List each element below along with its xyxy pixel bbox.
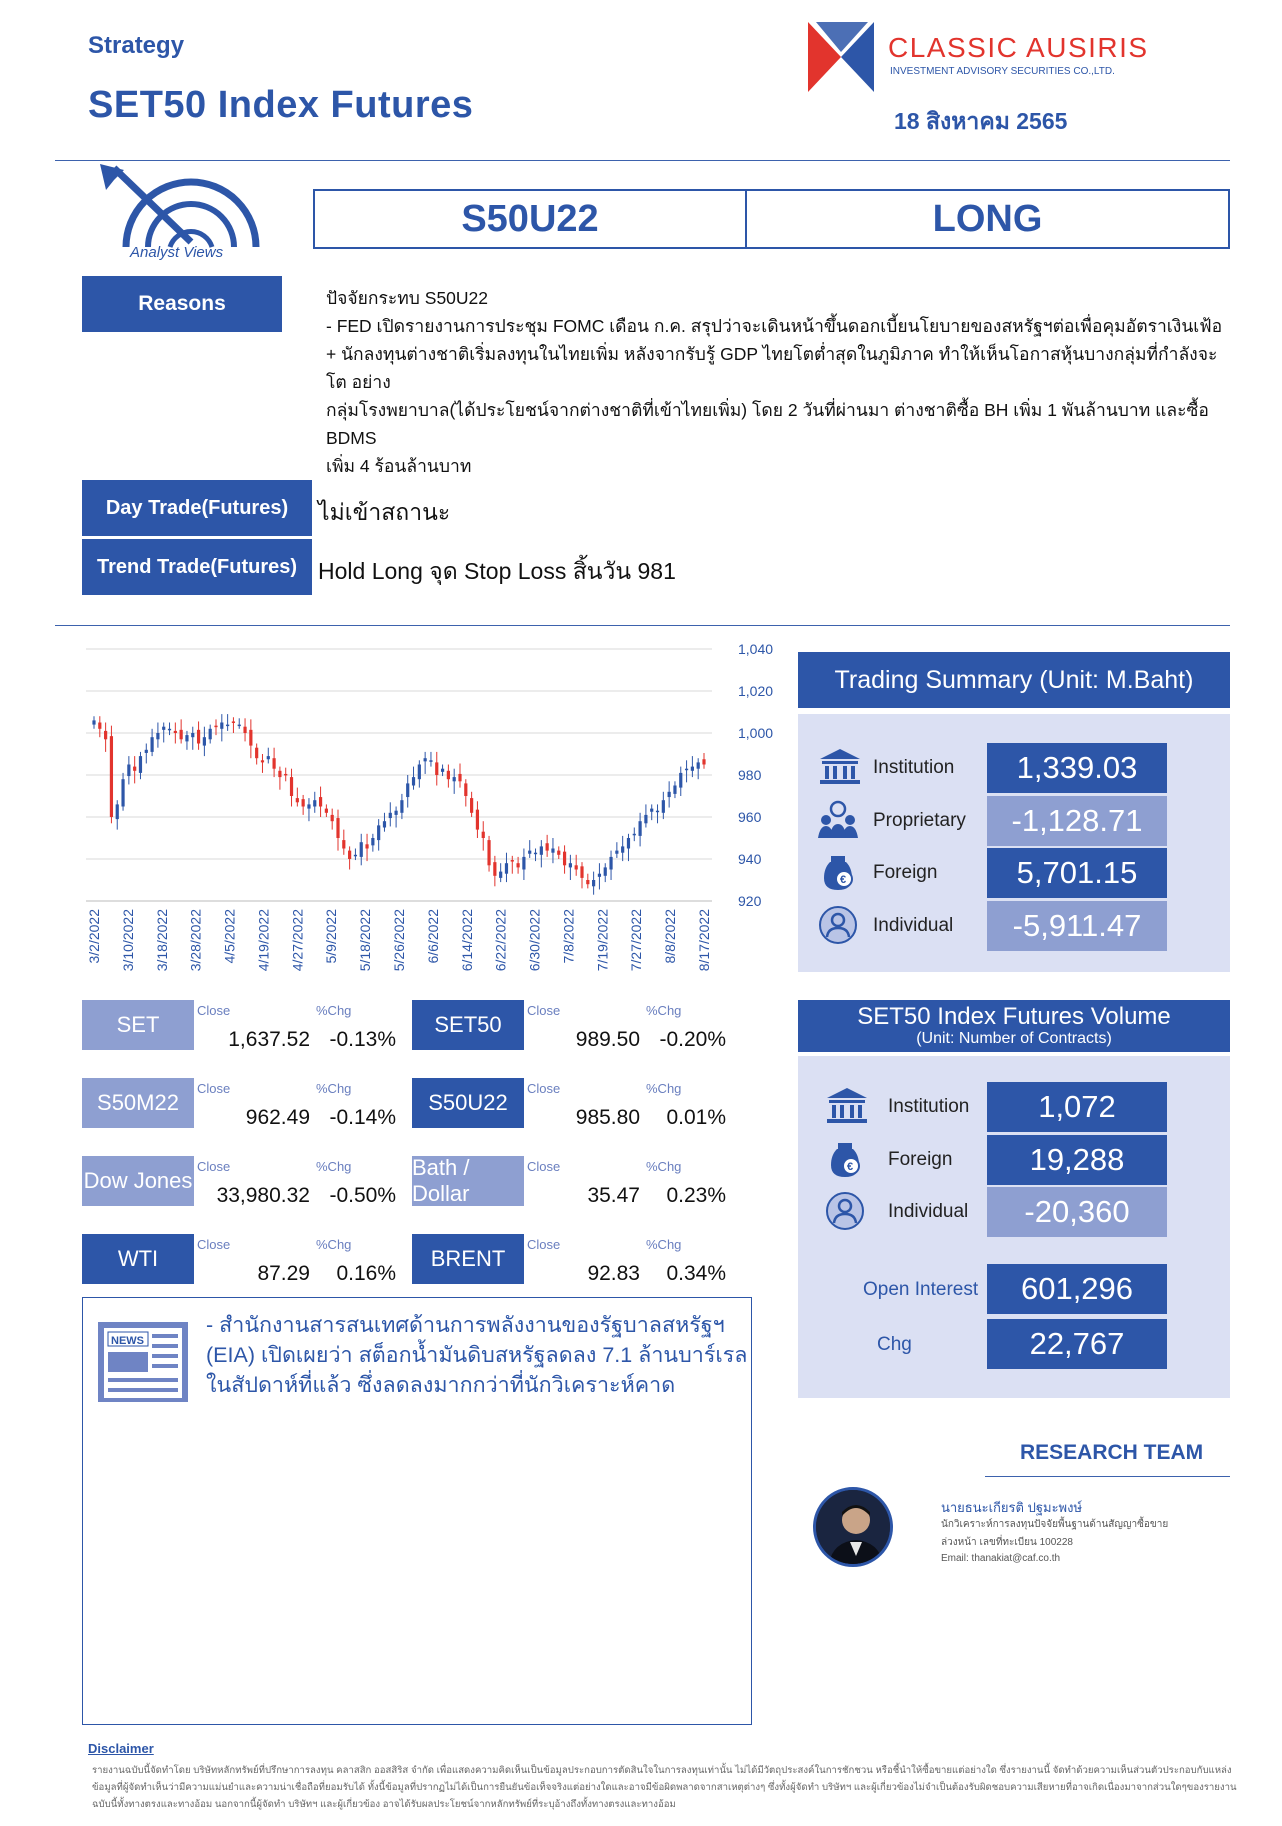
close-caption: Close xyxy=(197,1003,231,1018)
candle-body xyxy=(394,811,397,815)
x-tick-label: 5/18/2022 xyxy=(357,909,374,972)
y-tick-label: 1,000 xyxy=(738,725,774,741)
market-chg-value: -0.50% xyxy=(329,1184,396,1207)
candle-body xyxy=(435,762,438,775)
row-label: Institution xyxy=(873,757,955,778)
reasons-label: Reasons xyxy=(82,276,282,332)
candle-body xyxy=(313,800,316,806)
company-logo xyxy=(808,22,874,92)
chg-caption: %Chg xyxy=(646,1159,682,1174)
chg-caption: %Chg xyxy=(316,1237,352,1252)
candle-body xyxy=(528,851,531,854)
analyst-email[interactable]: Email: thanakiat@caf.co.th xyxy=(941,1553,1061,1564)
candle-body xyxy=(272,758,275,769)
analyst-views-label: Analyst Views xyxy=(130,244,224,261)
candle-body xyxy=(493,862,496,876)
candle-body xyxy=(406,783,409,797)
trend-trade-label: Trend Trade(Futures) xyxy=(82,539,312,595)
candle-body xyxy=(284,774,287,776)
market-name-box: SET50 xyxy=(412,1000,524,1050)
logo-mark-icon xyxy=(808,22,874,92)
candle-body xyxy=(563,852,566,866)
candle-body xyxy=(389,813,392,818)
company-name: CLASSIC AUSIRIS xyxy=(888,32,1149,63)
candle-body xyxy=(232,721,235,723)
section-divider xyxy=(55,625,1230,626)
candle-body xyxy=(592,880,595,886)
x-tick-label: 5/26/2022 xyxy=(391,909,407,972)
candle-body xyxy=(633,834,636,836)
candle-body xyxy=(662,800,665,813)
candle-body xyxy=(511,860,514,862)
row-label: Individual xyxy=(873,914,954,936)
candle-body xyxy=(139,756,142,773)
research-divider xyxy=(985,1476,1230,1477)
candle-body xyxy=(150,737,153,752)
candle-body xyxy=(627,838,630,849)
trend-trade-text: Hold Long จุด Stop Loss สิ้นวัน 981 xyxy=(318,558,676,584)
market-chg-value: 0.23% xyxy=(666,1184,726,1207)
x-tick-label: 6/22/2022 xyxy=(492,909,509,972)
svg-text:€: € xyxy=(840,874,847,886)
candle-body xyxy=(656,811,659,813)
x-tick-label: 7/27/2022 xyxy=(628,909,645,972)
day-trade-label: Day Trade(Futures) xyxy=(82,480,312,536)
row-value: 19,288 xyxy=(987,1135,1167,1185)
row-label: Foreign xyxy=(888,1148,953,1170)
market-chg-value: -0.20% xyxy=(659,1028,726,1051)
market-name-box: WTI xyxy=(82,1234,194,1284)
news-line: ในสัปดาห์ที่แล้ว ซึ่งลดลงมากกว่าที่นักวิเคราะห์คาด xyxy=(206,1373,676,1397)
candle-body xyxy=(447,771,450,779)
chg-value: 22,767 xyxy=(987,1319,1167,1369)
candle-body xyxy=(551,849,554,853)
candle-body xyxy=(668,792,671,797)
candle-body xyxy=(400,800,403,813)
x-tick-label: 7/19/2022 xyxy=(594,909,611,972)
position-box xyxy=(313,189,1230,249)
market-chg-value: 0.16% xyxy=(336,1262,396,1285)
candle-body xyxy=(267,756,270,759)
candle-body xyxy=(185,735,188,741)
market-close-value: 35.47 xyxy=(587,1184,640,1207)
open-interest-value: 601,296 xyxy=(987,1264,1167,1314)
candle-body xyxy=(116,804,119,819)
market-close-value: 87.29 xyxy=(257,1262,310,1285)
chg-caption: %Chg xyxy=(646,1237,682,1252)
candle-body xyxy=(145,750,148,753)
chg-caption: %Chg xyxy=(646,1003,682,1018)
candle-body xyxy=(209,729,212,740)
x-tick-label: 4/5/2022 xyxy=(221,909,238,964)
candle-body xyxy=(121,779,124,806)
building-icon xyxy=(825,1086,869,1126)
x-tick-label: 8/8/2022 xyxy=(662,909,679,964)
chg-label: Chg xyxy=(877,1334,912,1355)
reason-line: + นักลงทุนต่างชาติเริ่มลงทุนในไทยเพิ่ม หลังจากรับรู้ GDP ไทยโตต่ำสุดในภูมิภาค ทำให้เห็นโอกาสหุ้นบางกลุ่มที่กำลังจะโต อย่าง xyxy=(326,344,1218,392)
candle-body xyxy=(365,844,368,848)
candle-body xyxy=(557,851,560,855)
close-caption: Close xyxy=(527,1081,561,1096)
candle-body xyxy=(319,797,322,806)
volume-title-box xyxy=(798,1000,1230,1052)
candle-body xyxy=(92,720,95,724)
market-close-value: 962.49 xyxy=(245,1106,310,1129)
market-close-value: 1,637.52 xyxy=(228,1028,310,1051)
x-tick-label: 3/28/2022 xyxy=(187,909,204,972)
candle-body xyxy=(621,846,624,852)
reasons-text xyxy=(326,284,1236,480)
person-icon xyxy=(825,1191,869,1231)
x-tick-label: 6/14/2022 xyxy=(458,909,475,972)
candle-body xyxy=(226,725,229,727)
candle-body xyxy=(685,769,688,771)
market-name-box: BRENT xyxy=(412,1234,524,1284)
candle-body xyxy=(110,736,113,817)
row-label: Individual xyxy=(888,1201,969,1222)
news-line: (EIA) เปิดเผยว่า สต็อกน้ำมันดิบสหรัฐลดลง 7.1 ล้านบาร์เรล xyxy=(206,1343,748,1367)
market-chg-value: -0.13% xyxy=(329,1028,396,1051)
candle-body xyxy=(609,857,612,870)
open-interest-label: Open Interest xyxy=(863,1279,979,1300)
candle-body xyxy=(348,851,351,859)
page-title: SET50 Index Futures xyxy=(88,84,474,126)
money-bag-icon xyxy=(818,852,862,892)
candle-body xyxy=(499,872,502,878)
analyst-photo-icon xyxy=(816,1490,893,1567)
candle-body xyxy=(127,765,130,777)
candle-body xyxy=(482,832,485,838)
candle-body xyxy=(98,723,101,729)
candle-body xyxy=(412,777,415,785)
person-icon xyxy=(818,905,862,945)
candle-body xyxy=(214,726,217,728)
market-close-value: 985.80 xyxy=(575,1106,640,1129)
market-name-box: Dow Jones xyxy=(82,1156,194,1206)
row-value: 5,701.15 xyxy=(987,848,1167,898)
x-tick-label: 4/27/2022 xyxy=(289,909,306,972)
close-caption: Close xyxy=(197,1159,231,1174)
x-tick-label: 7/8/2022 xyxy=(560,909,577,964)
chg-caption: %Chg xyxy=(646,1081,682,1096)
row-value: 1,072 xyxy=(987,1082,1167,1132)
market-name-box: Bath / Dollar xyxy=(412,1156,524,1206)
candle-body xyxy=(162,727,165,730)
close-caption: Close xyxy=(527,1003,561,1018)
volume-title: SET50 Index Futures Volume xyxy=(857,1003,1171,1030)
candle-body xyxy=(650,809,653,812)
candle-body xyxy=(156,733,159,739)
candle-body xyxy=(238,725,241,727)
market-chg-value: 0.01% xyxy=(666,1106,726,1129)
disclaimer-title: Disclaimer xyxy=(88,1741,154,1756)
candle-body xyxy=(441,769,444,772)
candle-body xyxy=(203,737,206,745)
candle-body xyxy=(691,767,694,771)
candle-body xyxy=(296,798,299,802)
analyst-license: ล่วงหน้า เลขที่ทะเบียน 100228 xyxy=(941,1537,1073,1548)
candle-body xyxy=(377,825,380,840)
candle-body xyxy=(243,727,246,733)
category-label: Strategy xyxy=(88,32,185,59)
candle-body xyxy=(516,863,519,867)
x-tick-label: 5/9/2022 xyxy=(323,909,340,964)
candle-body xyxy=(702,759,705,764)
row-value: -20,360 xyxy=(987,1187,1167,1237)
research-team-title: RESEARCH TEAM xyxy=(1020,1441,1204,1464)
candle-body xyxy=(534,853,537,855)
market-close-value: 33,980.32 xyxy=(216,1184,310,1207)
row-value: -5,911.47 xyxy=(987,901,1167,951)
y-tick-label: 940 xyxy=(738,851,762,867)
candle-body xyxy=(180,730,183,739)
set50-candlestick-chart xyxy=(80,636,790,1006)
y-tick-label: 1,020 xyxy=(738,683,774,699)
x-tick-label: 4/19/2022 xyxy=(255,909,272,972)
header-divider xyxy=(55,160,1230,161)
candle-body xyxy=(331,815,334,821)
candle-body xyxy=(424,758,427,761)
disclaimer-text: รายงานฉบับนี้จัดทำโดย บริษัทหลักทรัพย์ที่ปรึกษาการลงทุน คลาสสิก ออสสิริส จำกัด เพื่อแสดงความคิดเห็นเป็นข้อมูลประกอบการตัดสินใจในการลงทุนเท่านั้น ไม่ได้มีวัตถุประสงค์ในการชักชวน หรือชี้นำให้ซื้อขายแต่อย่างใด ซึ่งรายงานนี้ จัดทำด้วยความเห็นส่วนตัวประกอบกับแหล่งข้อมูลที่ผู้จัดทำเห็นว่ามีความแม่นยำและความน่าเชื่อถือที่ยอมรับได้ ทั้งนี้ข้อมูลที่ปรากฏไม่ได้เป็นการยืนยันข้อเท็จจริงแต่อย่างใดและอาจมีข้อผิดพลาดจากสาเหตุต่างๆ ซึ่งทั้งผู้จัดทำ บริษัทฯ และผู้เกี่ยวข้องไม่จำเป็นต้องรับผิดชอบความเสียหายที่อาจเกิดเนื่องมาจากส่วนใดๆของรายงานฉบับนี้ทั้งทางตรงและทางอ้อม นอกจากนี้ผู้จัดทำ บริษัทฯ และผู้เกี่ยวข้อง อาจได้รับผลประโยชน์จากหลักทรัพย์ที่ระบุอ้างถึงทั้งทางตรงและทางอ้อม xyxy=(92,1765,1237,1810)
candle-body xyxy=(505,863,508,874)
row-value: -1,128.71 xyxy=(987,796,1167,846)
building-icon xyxy=(818,747,862,787)
reason-line: - FED เปิดรายงานการประชุม FOMC เดือน ก.ค. สรุปว่าจะเดินหน้าขึ้นดอกเบี้ยนโยบายของสหรัฐฯต่อเพื่อคุมอัตราเงินเฟ้อ xyxy=(326,316,1223,336)
x-tick-label: 6/30/2022 xyxy=(526,909,543,972)
y-tick-label: 1,040 xyxy=(738,641,774,657)
analyst-avatar xyxy=(813,1487,893,1567)
x-tick-label: 3/2/2022 xyxy=(86,909,102,964)
candle-body xyxy=(586,880,589,884)
analyst-name: นายธนะเกียรติ ปฐมะพงษ์ xyxy=(941,1500,1083,1515)
candle-body xyxy=(697,762,700,768)
analyst-position: นักวิเคราะห์การลงทุนปัจจัยพื้นฐานด้านสัญญาซื้อขาย xyxy=(941,1519,1169,1530)
news-line: - สำนักงานสารสนเทศด้านการพลังงานของรัฐบาลสหรัฐฯ xyxy=(206,1313,725,1337)
reason-line: เพิ่ม 4 ร้อนล้านบาท xyxy=(326,456,472,476)
candle-body xyxy=(598,874,601,877)
row-label: Institution xyxy=(888,1096,970,1117)
close-caption: Close xyxy=(527,1237,561,1252)
candle-body xyxy=(638,821,641,836)
candle-body xyxy=(261,760,264,762)
candle-body xyxy=(290,777,293,796)
candle-body xyxy=(302,799,305,806)
candle-body xyxy=(679,773,682,788)
close-caption: Close xyxy=(197,1081,231,1096)
market-chg-value: 0.34% xyxy=(666,1262,726,1285)
reason-line: ปัจจัยกระทบ S50U22 xyxy=(326,288,489,308)
close-caption: Close xyxy=(197,1237,231,1252)
row-value: 1,339.03 xyxy=(987,743,1167,793)
candle-body xyxy=(569,863,572,867)
chg-caption: %Chg xyxy=(316,1081,352,1096)
candle-body xyxy=(546,843,549,850)
close-caption: Close xyxy=(527,1159,561,1174)
candle-body xyxy=(325,809,328,813)
market-name-box: S50U22 xyxy=(412,1078,524,1128)
position-direction: LONG xyxy=(932,197,1043,240)
market-chg-value: -0.14% xyxy=(329,1106,396,1129)
chg-caption: %Chg xyxy=(316,1003,352,1018)
candle-body xyxy=(453,777,456,781)
news-icon xyxy=(96,1320,196,1406)
row-label: Proprietary xyxy=(873,809,966,831)
candle-body xyxy=(476,810,479,830)
market-name-box: SET xyxy=(82,1000,194,1050)
candle-body xyxy=(371,838,374,845)
candle-body xyxy=(458,774,461,781)
row-label: Foreign xyxy=(873,862,938,883)
position-symbol: S50U22 xyxy=(315,191,747,247)
candle-body xyxy=(174,731,177,733)
candle-body xyxy=(540,846,543,854)
candle-body xyxy=(383,821,386,827)
candle-body xyxy=(168,729,171,731)
candle-body xyxy=(220,723,223,729)
y-tick-label: 980 xyxy=(738,767,762,783)
candle-body xyxy=(249,730,252,746)
candle-body xyxy=(307,804,310,808)
volume-subtitle: (Unit: Number of Contracts) xyxy=(916,1030,1112,1047)
y-tick-label: 960 xyxy=(738,809,762,825)
svg-text:NEWS: NEWS xyxy=(111,1335,144,1347)
company-subtitle: INVESTMENT ADVISORY SECURITIES CO.,LTD. xyxy=(890,66,1115,77)
people-icon xyxy=(818,800,862,840)
candle-body xyxy=(644,815,647,823)
candle-body xyxy=(255,748,258,759)
candle-body xyxy=(487,840,490,865)
market-name-box: S50M22 xyxy=(82,1078,194,1128)
svg-text:€: € xyxy=(847,1160,854,1173)
x-tick-label: 8/17/2022 xyxy=(696,909,712,972)
candle-body xyxy=(354,855,357,857)
chg-caption: %Chg xyxy=(316,1159,352,1174)
candle-body xyxy=(522,857,525,870)
reason-line: กลุ่มโรงพยาบาล(ได้ประโยชน์จากต่างชาติที่เข้าไทยเพิ่ม) โดย 2 วันที่ผ่านมา ต่างชาติซื้อ BH เพิ่ม 1 พันล้านบาท และซื้อ BDMS xyxy=(326,400,1209,448)
candle-body xyxy=(580,866,583,878)
day-trade-text: ไม่เข้าสถานะ xyxy=(318,499,451,525)
report-date: 18 สิงหาคม 2565 xyxy=(894,108,1068,134)
candle-body xyxy=(615,851,618,854)
candle-body xyxy=(673,786,676,794)
candle-body xyxy=(418,765,421,780)
money-bag-icon xyxy=(825,1139,869,1179)
candle-body xyxy=(464,783,467,796)
candle-body xyxy=(604,867,607,875)
candle-body xyxy=(133,767,136,771)
market-close-value: 92.83 xyxy=(587,1262,640,1285)
candle-body xyxy=(336,818,339,838)
candle-body xyxy=(470,798,473,813)
y-tick-label: 920 xyxy=(738,893,762,909)
market-close-value: 989.50 xyxy=(575,1028,640,1051)
candle-body xyxy=(191,733,194,737)
x-tick-label: 6/6/2022 xyxy=(424,909,441,964)
candle-body xyxy=(429,760,432,762)
news-text xyxy=(206,1310,751,1400)
candle-body xyxy=(342,840,345,848)
candle-body xyxy=(104,731,107,739)
x-tick-label: 3/18/2022 xyxy=(153,909,170,972)
candle-body xyxy=(360,842,363,857)
candle-body xyxy=(278,771,281,777)
candle-body xyxy=(575,865,578,869)
x-tick-label: 3/10/2022 xyxy=(119,909,136,972)
trading-summary-title: Trading Summary (Unit: M.Baht) xyxy=(798,652,1230,708)
candle-body xyxy=(197,730,200,744)
